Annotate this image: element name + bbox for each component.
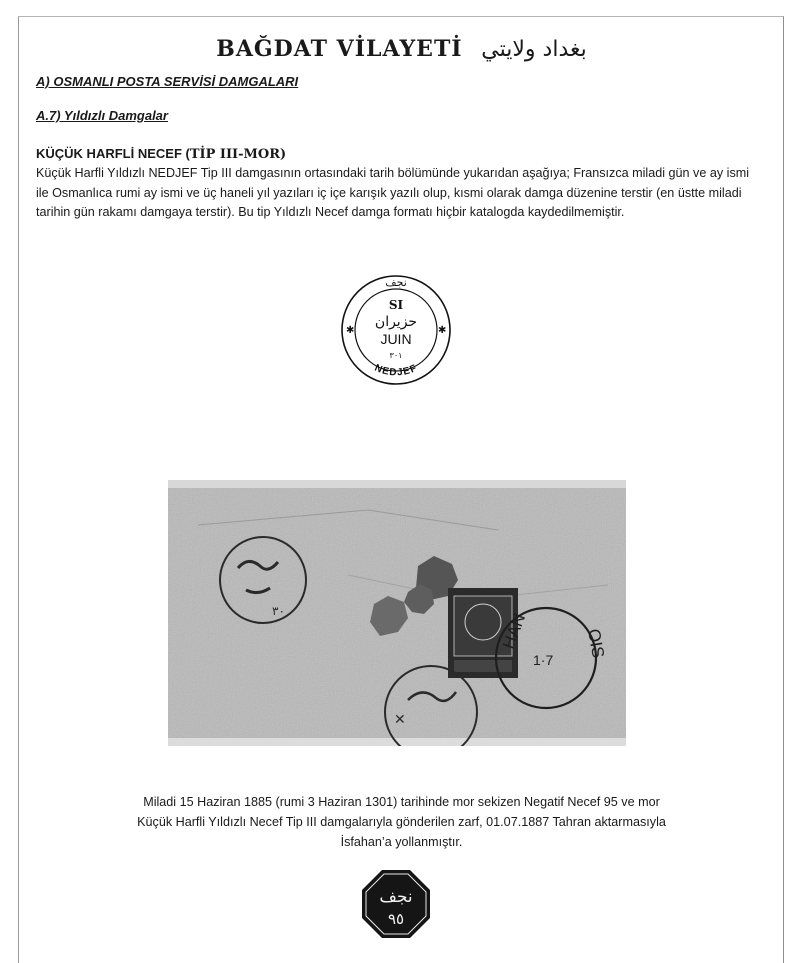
seal-arabic: نجف — [379, 887, 413, 907]
envelope-caption — [100, 792, 703, 852]
postmark-drawing — [338, 272, 454, 388]
svg-text:1·7: 1·7 — [533, 652, 554, 668]
postmark-place: NEDJEF — [372, 362, 420, 379]
star-right-icon: ✱ — [438, 325, 447, 336]
envelope-photo — [168, 480, 626, 746]
page-title — [0, 36, 803, 62]
postmark-month-arabic: حزيران — [374, 314, 418, 330]
svg-text:OIS: OIS — [584, 627, 608, 660]
section-heading-a7: A.7) Yıldızlı Damgalar — [36, 108, 168, 123]
postmark-year-arabic: ٣٠١ — [389, 351, 403, 360]
postmark-day: SI — [388, 298, 404, 312]
heading-main: KÜÇÜK HARFLİ NECEF ( — [36, 146, 190, 161]
heading-tip: TİP III-MOR) — [189, 147, 287, 162]
stamp-type-heading — [36, 146, 286, 162]
caption-line: İsfahan’a yollanmıştır. — [340, 835, 463, 849]
postmark-month-french: JUIN — [380, 331, 412, 347]
svg-text:✕: ✕ — [394, 711, 406, 727]
title-arabic: بغداد ولايتي — [481, 37, 587, 62]
svg-text:HAN: HAN — [498, 611, 530, 652]
svg-text:٣٠: ٣٠ — [272, 604, 285, 618]
caption-line: Miladi 15 Haziran 1885 (rumi 3 Haziran 1301) tarihinde mor sekizen Negatif Necef 95 ve mor — [143, 795, 660, 809]
negative-necef-seal — [360, 868, 432, 940]
caption-line: Küçük Harfli Yıldızlı Necef Tip III damgalarıyla gönderilen zarf, 01.07.1887 Tahran aktarmasıyla — [137, 815, 666, 829]
star-left-icon: ✱ — [346, 325, 355, 336]
title-latin: BAĞDAT VİLAYETİ — [216, 36, 463, 62]
svg-text:NEDJEF — [373, 363, 419, 379]
postmark-top-arabic: نجف — [385, 276, 407, 289]
seal-number: ٩٥ — [387, 910, 405, 928]
section-heading-a: A) OSMANLI POSTA SERVİSİ DAMGALARI — [36, 74, 299, 89]
description-paragraph: Küçük Harfli Yıldızlı NEDJEF Tip III damgasının ortasındaki tarih bölümünde yukarıdan aşağıya; Fransızca miladi gün ve ay ismi ile Osmanlıca rumi ay ismi ve üç haneli yıl yazıları iç içe karışık yazılı olup, kısmi olarak damga düzenine terstir (en üstte miladi tarihin gün rakamı damgaya terstir). Bu tip Yıldızlı Necef damga formatı hiçbir katalogda kaydedilmemiştir. — [36, 166, 750, 219]
